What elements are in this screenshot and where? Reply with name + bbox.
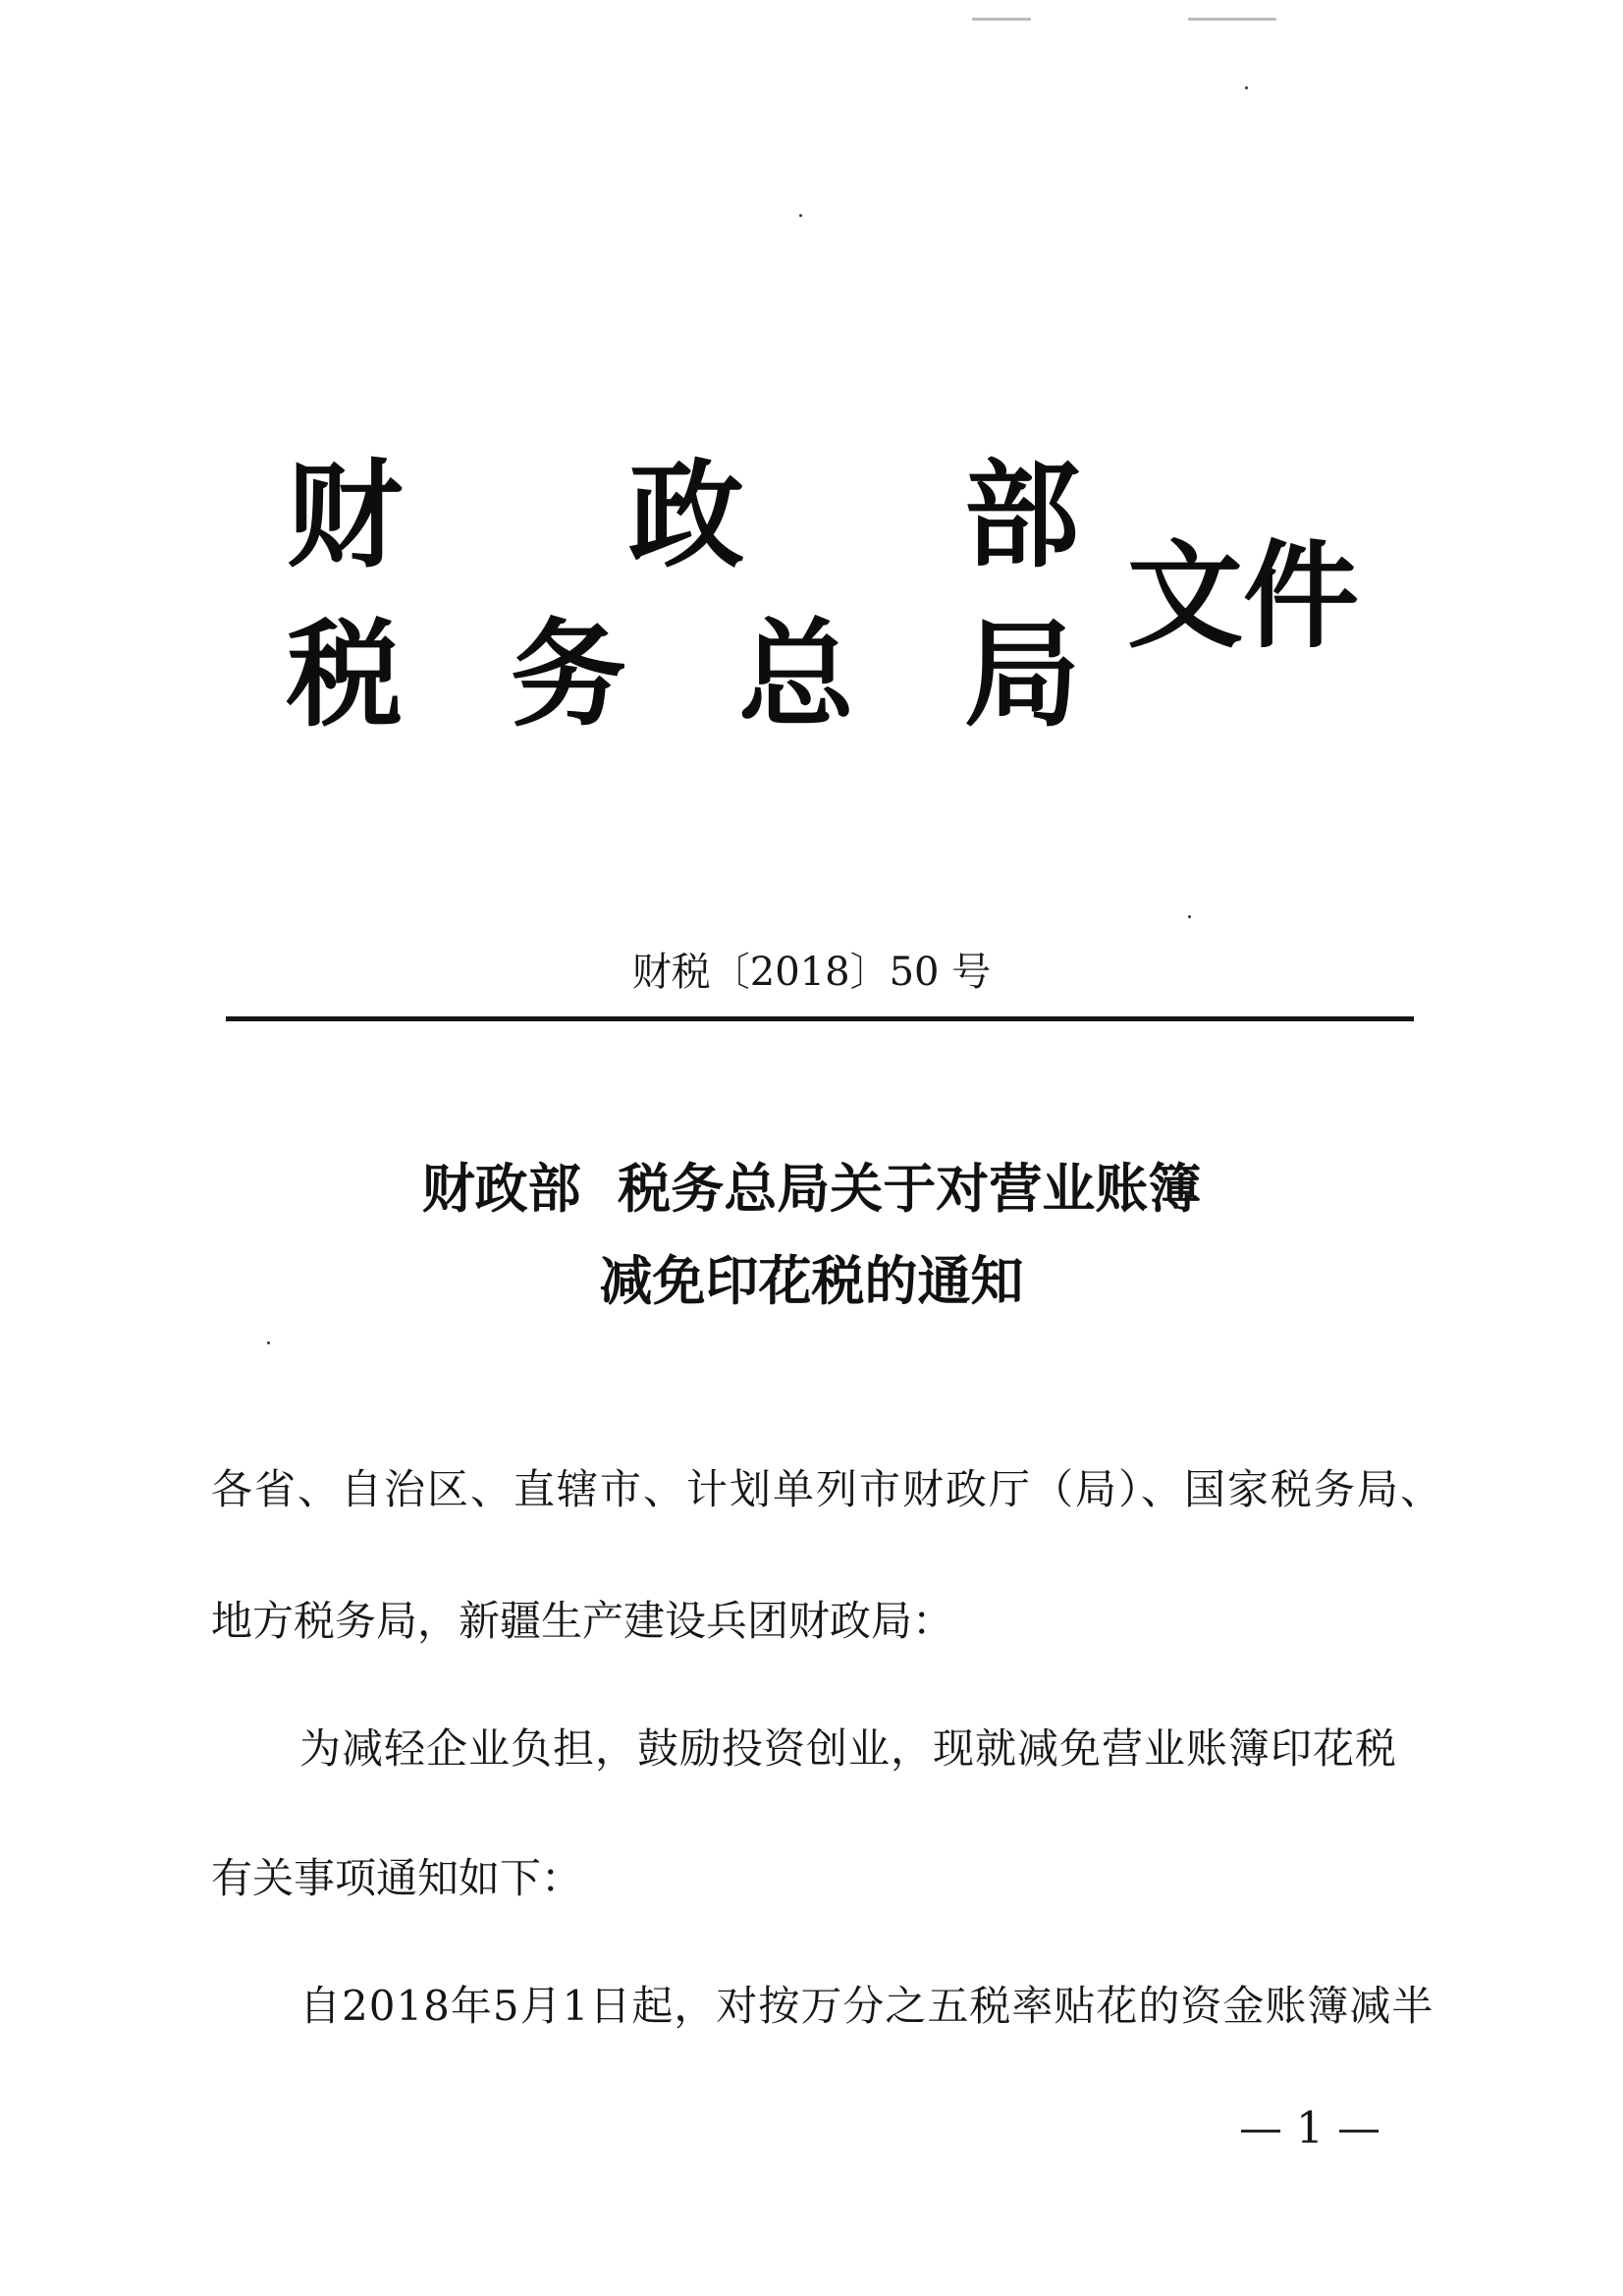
agency-name-line2-char: 总 — [738, 606, 855, 742]
addressee-line-2: 地方税务局，新疆生产建设兵团财政局： — [211, 1597, 954, 1645]
scan-speck — [799, 214, 802, 217]
agency-name-line1-char: 部 — [964, 447, 1081, 583]
scan-speck — [972, 18, 1031, 21]
doc-number-prefix: 财税 — [631, 950, 711, 995]
agency-name-line1-char: 政 — [628, 447, 745, 583]
agency-name-line2-char: 局 — [964, 606, 1081, 742]
header-divider — [226, 1016, 1414, 1021]
document-type-label: 文件 — [1127, 527, 1360, 664]
scan-speck — [1245, 86, 1248, 89]
scan-speck — [1188, 915, 1191, 918]
document-number — [0, 941, 1623, 997]
addressee-line-1: 各省、自治区、直辖市、计划单列市财政厅（局）、国家税务局、 — [211, 1465, 1444, 1513]
notice-title-line1: 财政部 税务总局关于对营业账簿 — [421, 1157, 1202, 1220]
doc-number-year: 〔2018〕 — [710, 950, 890, 995]
scan-speck — [267, 1341, 270, 1344]
paragraph-1-line-2: 有关事项通知如下： — [211, 1854, 583, 1902]
agency-name-line2-char: 务 — [511, 606, 627, 742]
paragraph-1-line-1: 为减轻企业负担，鼓励投资创业，现就减免营业账簿印花税 — [299, 1724, 1398, 1773]
notice-title-line2: 减免印花税的通知 — [599, 1249, 1024, 1312]
doc-number-value: 50 号 — [889, 950, 992, 995]
page-number: — 1 — — [1239, 2104, 1380, 2154]
agency-name-line2-char: 税 — [287, 606, 404, 742]
scan-speck — [1188, 18, 1276, 21]
agency-name-line1-char: 财 — [287, 447, 404, 583]
paragraph-2-line-1: 自2018年5月1日起，对按万分之五税率贴花的资金账簿减半 — [299, 1982, 1434, 2030]
